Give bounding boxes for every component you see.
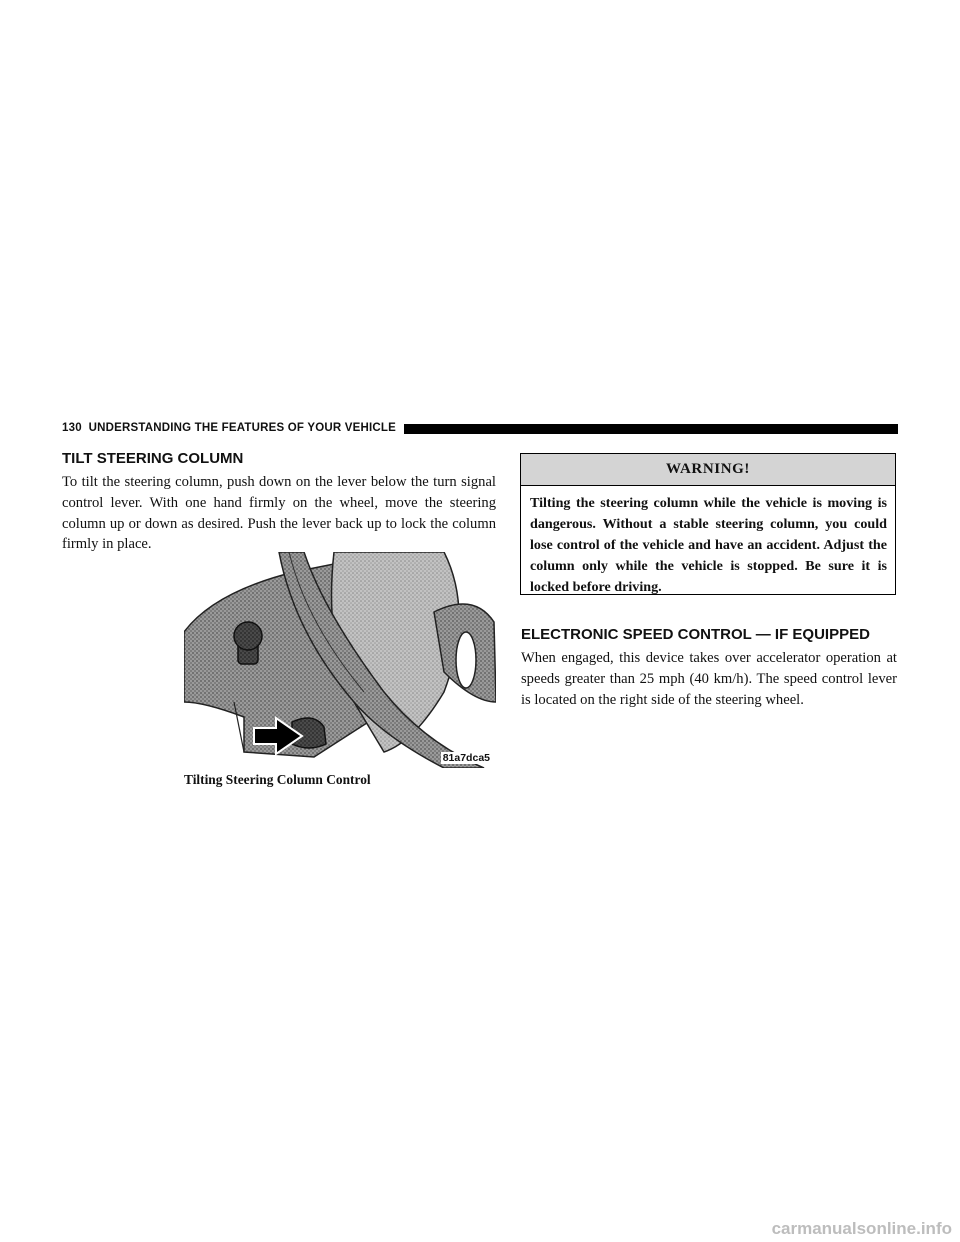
header-text	[62, 422, 404, 434]
speed-control-body: When engaged, this device takes over accelerator operation at speeds greater than 25 mph (40 km/h). The speed control lever is located on the right side of the steering wheel.	[521, 650, 897, 708]
warning-title: WARNING!	[521, 454, 895, 486]
speed-control-section	[521, 626, 897, 710]
figure-caption: Tilting Steering Column Control	[184, 772, 371, 787]
warning-box	[520, 453, 896, 595]
watermark: carmanualsonline.info	[771, 1219, 952, 1238]
speed-control-heading: ELECTRONIC SPEED CONTROL — IF EQUIPPED	[521, 626, 870, 643]
section-title: UNDERSTANDING THE FEATURES OF YOUR VEHICLE	[88, 422, 397, 434]
steering-column-illustration	[184, 552, 496, 768]
tilt-body: To tilt the steering column, push down on the lever below the turn signal control lever. With one hand firmly on the wheel, move the steering column up or down as desired. Push the lever back up to lock the column firmly in place.	[62, 474, 496, 553]
header-rule	[404, 424, 898, 434]
tilt-section	[62, 450, 496, 555]
page-header	[62, 420, 898, 436]
steering-column-figure	[184, 552, 496, 768]
page-number: 130	[62, 422, 82, 434]
warning-text: Tilting the steering column while the vehicle is moving is dangerous. Without a stable steering column, you could lose control of the vehicle and have an accident. Adjust the column only while the vehicle is stopped. Be sure it is locked before driving.	[530, 495, 887, 595]
figure-label: 81a7dca5	[442, 752, 490, 764]
tilt-heading: TILT STEERING COLUMN	[62, 450, 244, 467]
